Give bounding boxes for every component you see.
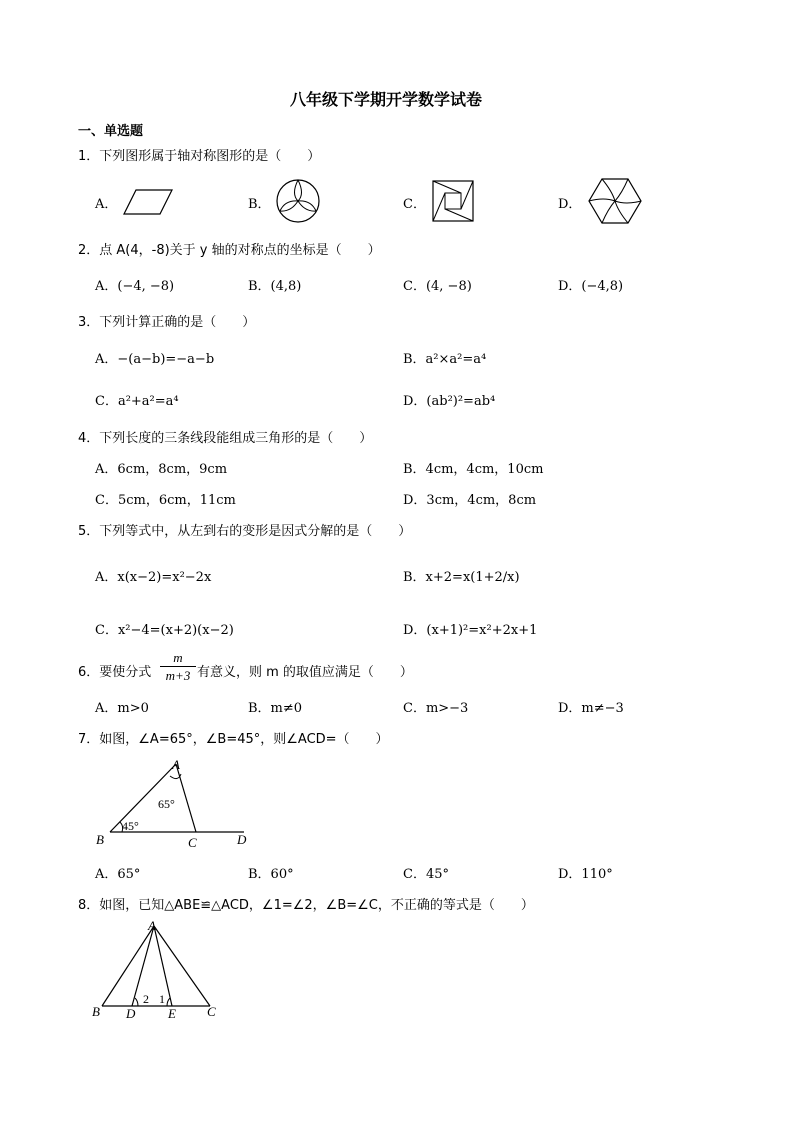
question-5-stem: 5．下列等式中，从左到右的变形是因式分解的是（ ） <box>78 524 412 539</box>
angle-2-label: 2 <box>143 992 149 1006</box>
question-8-stem: 8．如图，已知△ABE≌△ACD，∠1=∠2，∠B=∠C，不正确的等式是（ ） <box>78 898 534 913</box>
parallelogram-figure <box>122 188 174 216</box>
vertex-a-label: A <box>148 918 156 933</box>
page-title: 八年级下学期开学数学试卷 <box>290 90 483 109</box>
hexagon-swirl-figure <box>588 177 642 225</box>
q2-option-a: A．(−4, −8) <box>95 279 175 294</box>
q6-fraction-numerator: m <box>173 650 183 665</box>
angle-b-label: 45° <box>122 819 139 833</box>
vertex-c-label: C <box>188 835 197 850</box>
q5-option-a: A．x(x−2)=x²−2x <box>95 570 212 585</box>
q6-option-d: D．m≠−3 <box>558 701 624 716</box>
q1-option-a-label: A． <box>95 197 118 212</box>
q2-option-d: D．(−4,8) <box>558 279 624 294</box>
q7-option-b: B．60° <box>248 867 294 882</box>
q7-option-a: A．65° <box>95 867 141 882</box>
q6-fraction-bar <box>160 666 196 667</box>
vertex-d-label: D <box>126 1006 136 1021</box>
vertex-a-label: A <box>172 757 180 772</box>
question-4-stem: 4．下列长度的三条线段能组成三角形的是（ ） <box>78 431 373 446</box>
q1-option-c-label: C． <box>403 197 426 212</box>
q5-option-b: B．x+2=x(1+2/x) <box>403 570 520 585</box>
question-1-stem: 1．下列图形属于轴对称图形的是（ ） <box>78 149 321 164</box>
triangle-figure-q8 <box>90 918 222 1024</box>
q6-fraction-denominator: m+3 <box>165 668 191 683</box>
q6-fraction <box>160 650 196 683</box>
q1-option-d-label: D． <box>558 197 582 212</box>
angle-a-label: 65° <box>158 797 175 811</box>
q3-option-b: B．a²×a²=a⁴ <box>403 352 487 367</box>
q1-option-b-label: B． <box>248 197 271 212</box>
question-2-stem: 2．点 A(4，-8)关于 y 轴的对称点的坐标是（ ） <box>78 243 381 258</box>
question-7-stem: 7．如图，∠A=65°，∠B=45°，则∠ACD=（ ） <box>78 732 389 747</box>
q6-option-a: A．m>0 <box>95 701 149 716</box>
q3-option-a: A．−(a−b)=−a−b <box>95 352 215 367</box>
question-6-stem-pre: 6．要使分式 <box>78 665 152 680</box>
circle-arcs-figure <box>275 178 321 224</box>
q3-option-c: C．a²+a²=a⁴ <box>95 394 179 409</box>
q6-option-b: B．m≠0 <box>248 701 303 716</box>
triangle-figure-q7 <box>92 756 258 850</box>
q5-option-d: D．(x+1)²=x²+2x+1 <box>403 623 538 638</box>
q4-option-d: D．3cm，4cm，8cm <box>403 493 537 508</box>
q4-option-c: C．5cm，6cm，11cm <box>95 493 236 508</box>
section-heading: 一、单选题 <box>78 124 144 139</box>
vertex-b-label: B <box>92 1004 100 1019</box>
q6-option-c: C．m>−3 <box>403 701 469 716</box>
vertex-d-label: D <box>237 832 247 847</box>
question-3-stem: 3．下列计算正确的是（ ） <box>78 315 256 330</box>
square-pinwheel-figure <box>431 179 475 223</box>
q4-option-a: A．6cm，8cm，9cm <box>95 462 228 477</box>
angle-1-label: 1 <box>159 992 165 1006</box>
q3-option-d: D．(ab²)²=ab⁴ <box>403 394 496 409</box>
vertex-c-label: C <box>207 1004 216 1019</box>
q4-option-b: B．4cm，4cm，10cm <box>403 462 544 477</box>
q7-option-d: D．110° <box>558 867 613 882</box>
q2-option-c: C．(4, −8) <box>403 279 472 294</box>
vertex-b-label: B <box>96 832 104 847</box>
q5-option-c: C．x²−4=(x+2)(x−2) <box>95 623 234 638</box>
vertex-e-label: E <box>168 1006 176 1021</box>
q2-option-b: B．(4,8) <box>248 279 302 294</box>
question-6-stem-post: 有意义，则 m 的取值应满足（ ） <box>197 665 413 680</box>
q7-option-c: C．45° <box>403 867 449 882</box>
